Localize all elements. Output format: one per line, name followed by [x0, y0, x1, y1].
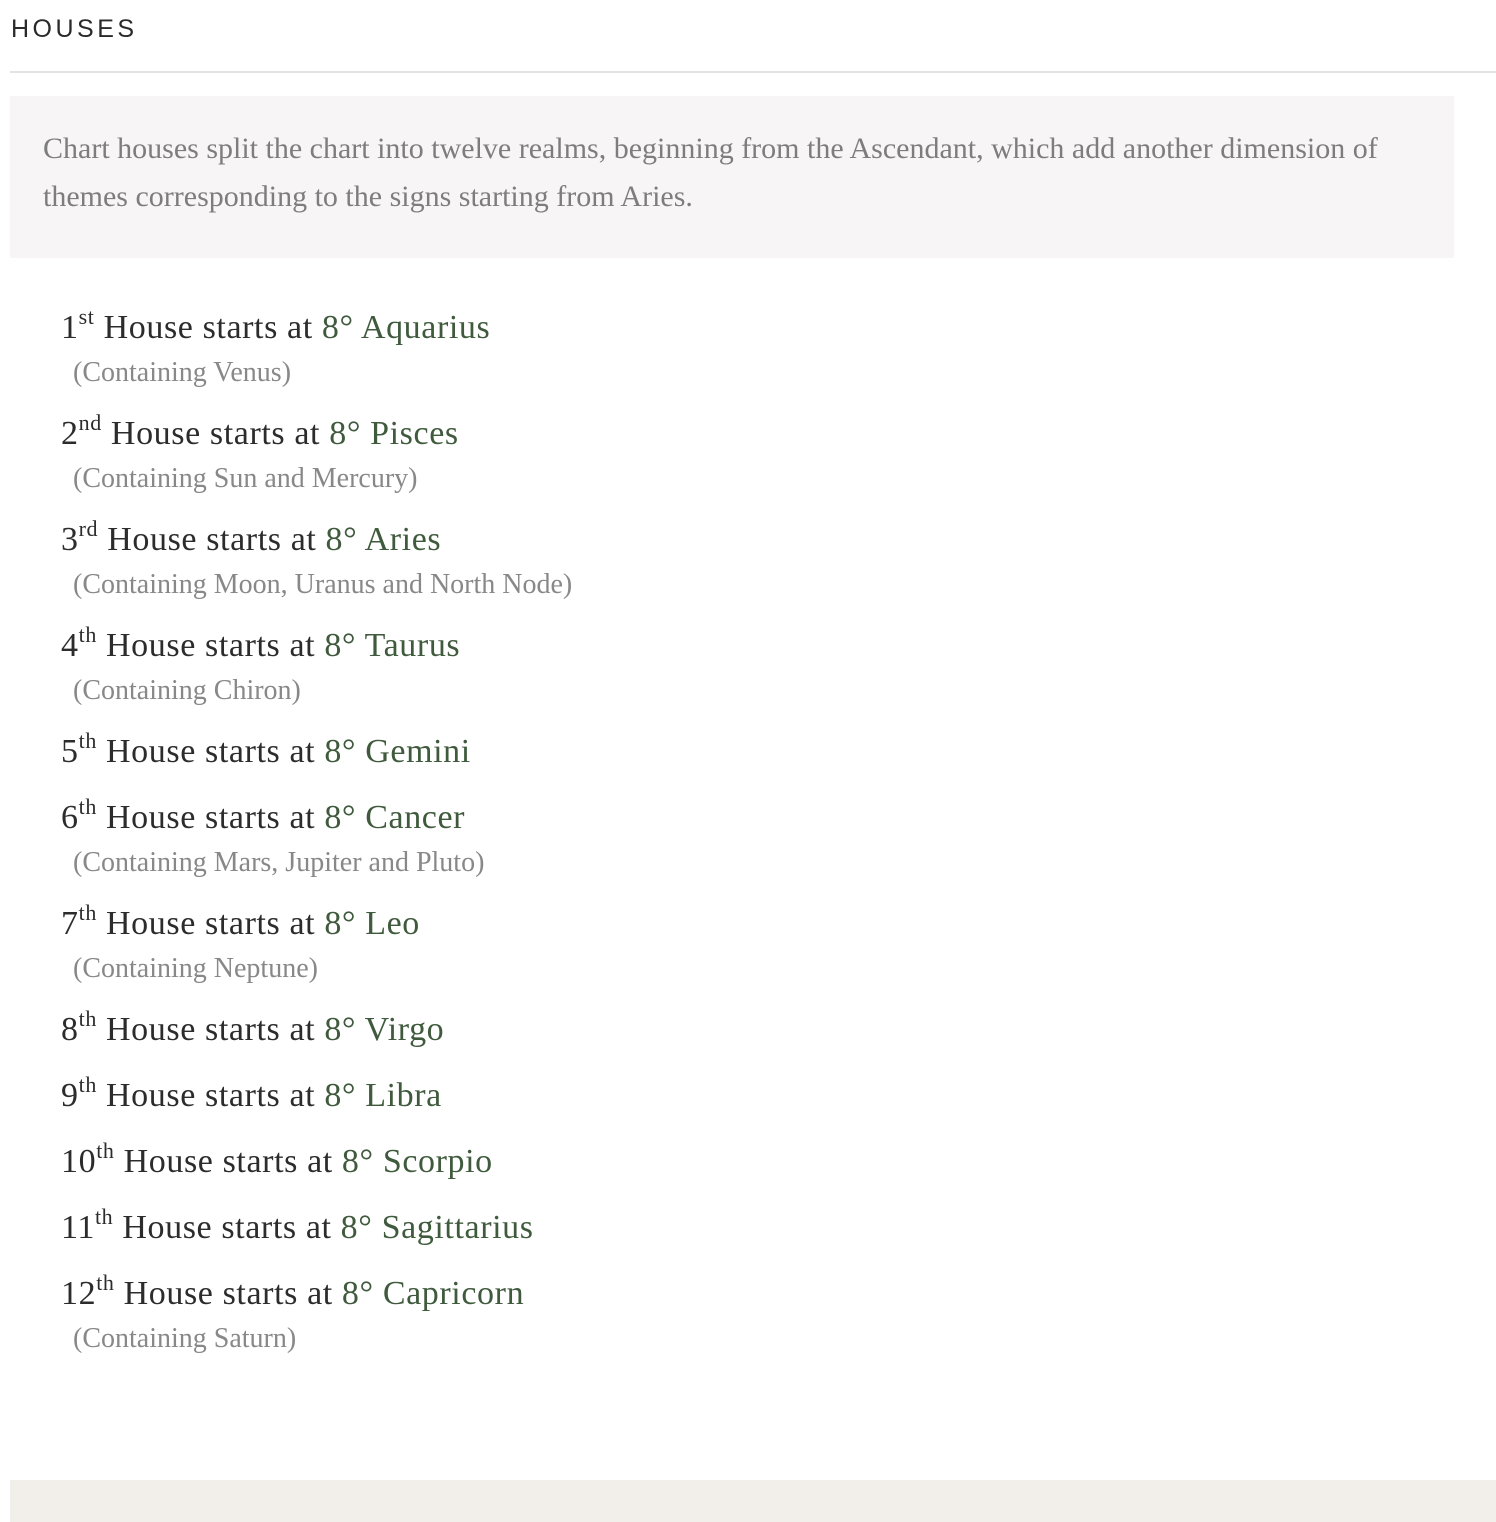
- house-heading: [61, 1140, 1161, 1184]
- house-item-6: [61, 796, 1161, 880]
- ordinal-suffix: rd: [78, 516, 99, 541]
- house-item-7: [61, 902, 1161, 986]
- containing-planets: (Containing Chiron): [73, 675, 301, 706]
- ordinal-suffix: th: [78, 728, 97, 753]
- house-item-3: [61, 518, 1161, 602]
- containing-planets: (Containing Venus): [73, 357, 292, 388]
- house-heading: [61, 518, 1161, 562]
- title-divider: [10, 71, 1496, 73]
- ordinal-suffix: th: [78, 1072, 97, 1097]
- house-number: 10: [61, 1143, 97, 1180]
- sign-position-link[interactable]: 8° Pisces: [329, 415, 459, 452]
- house-heading: [61, 1008, 1161, 1052]
- containing-planets: (Containing Mars, Jupiter and Pluto): [73, 847, 485, 878]
- sign-position-link[interactable]: 8° Libra: [324, 1077, 442, 1114]
- ordinal-suffix: th: [78, 900, 97, 925]
- ordinal-suffix: th: [78, 622, 97, 647]
- house-item-8: [61, 1008, 1161, 1052]
- house-label: House starts at: [122, 1209, 332, 1246]
- ordinal-suffix: nd: [78, 410, 102, 435]
- house-list: [61, 306, 1161, 1356]
- house-label: House starts at: [106, 627, 316, 664]
- sign-position-link[interactable]: 8° Leo: [324, 905, 420, 942]
- house-heading: [61, 1206, 1161, 1250]
- house-label: House starts at: [107, 521, 317, 558]
- house-number: 12: [61, 1275, 97, 1312]
- footer-band: [10, 1480, 1496, 1522]
- ordinal-suffix: th: [94, 1204, 114, 1229]
- house-number: 1: [61, 309, 79, 346]
- house-number: 4: [61, 627, 79, 664]
- intro-text: Chart houses split the chart into twelve realms, beginning from the Ascendant, which add another dimension of themes corresponding to the signs starting from Aries.: [43, 132, 1378, 213]
- ordinal-suffix: th: [96, 1270, 115, 1295]
- house-label: House starts at: [106, 905, 316, 942]
- house-heading: [61, 306, 1161, 350]
- house-number: 6: [61, 799, 79, 836]
- house-heading: [61, 624, 1161, 668]
- house-label: House starts at: [123, 1143, 333, 1180]
- sign-position-link[interactable]: 8° Aries: [325, 521, 442, 558]
- house-item-5: [61, 730, 1161, 774]
- house-heading: [61, 902, 1161, 946]
- sign-position-link[interactable]: 8° Gemini: [324, 733, 471, 770]
- house-number: 3: [61, 521, 79, 558]
- sign-position-link[interactable]: 8° Cancer: [324, 799, 466, 836]
- house-item-2: [61, 412, 1161, 496]
- house-heading: [61, 796, 1161, 840]
- house-label: House starts at: [103, 309, 313, 346]
- house-label: House starts at: [110, 415, 321, 452]
- containing-planets: (Containing Sun and Mercury): [73, 463, 418, 494]
- house-heading: [61, 1272, 1161, 1316]
- house-number: 9: [61, 1077, 79, 1114]
- sign-position-link[interactable]: 8° Sagittarius: [340, 1209, 534, 1246]
- sign-position-link[interactable]: 8° Aquarius: [321, 309, 491, 346]
- house-item-12: [61, 1272, 1161, 1356]
- house-label: House starts at: [106, 1077, 316, 1114]
- ordinal-suffix: st: [78, 304, 95, 329]
- house-number: 5: [61, 733, 79, 770]
- house-item-1: [61, 306, 1161, 390]
- house-heading: [61, 730, 1161, 774]
- house-item-4: [61, 624, 1161, 708]
- house-item-9: [61, 1074, 1161, 1118]
- house-label: House starts at: [106, 1011, 316, 1048]
- containing-planets: (Containing Neptune): [73, 953, 318, 984]
- house-number: 11: [61, 1209, 95, 1246]
- intro-panel: [10, 96, 1454, 258]
- house-label: House starts at: [106, 733, 316, 770]
- containing-planets: (Containing Saturn): [73, 1323, 297, 1354]
- section-title: HOUSES: [11, 15, 138, 43]
- sign-position-link[interactable]: 8° Taurus: [324, 627, 461, 664]
- house-heading: [61, 1074, 1161, 1118]
- house-label: House starts at: [123, 1275, 333, 1312]
- house-heading: [61, 412, 1161, 456]
- sign-position-link[interactable]: 8° Scorpio: [341, 1143, 493, 1180]
- house-item-10: [61, 1140, 1161, 1184]
- house-number: 7: [61, 905, 79, 942]
- containing-planets: (Containing Moon, Uranus and North Node): [73, 569, 573, 600]
- house-item-11: [61, 1206, 1161, 1250]
- sign-position-link[interactable]: 8° Virgo: [324, 1011, 445, 1048]
- house-number: 2: [61, 415, 79, 452]
- ordinal-suffix: th: [78, 794, 97, 819]
- house-label: House starts at: [106, 799, 316, 836]
- house-number: 8: [61, 1011, 79, 1048]
- ordinal-suffix: th: [96, 1138, 115, 1163]
- sign-position-link[interactable]: 8° Capricorn: [341, 1275, 525, 1312]
- ordinal-suffix: th: [78, 1006, 97, 1031]
